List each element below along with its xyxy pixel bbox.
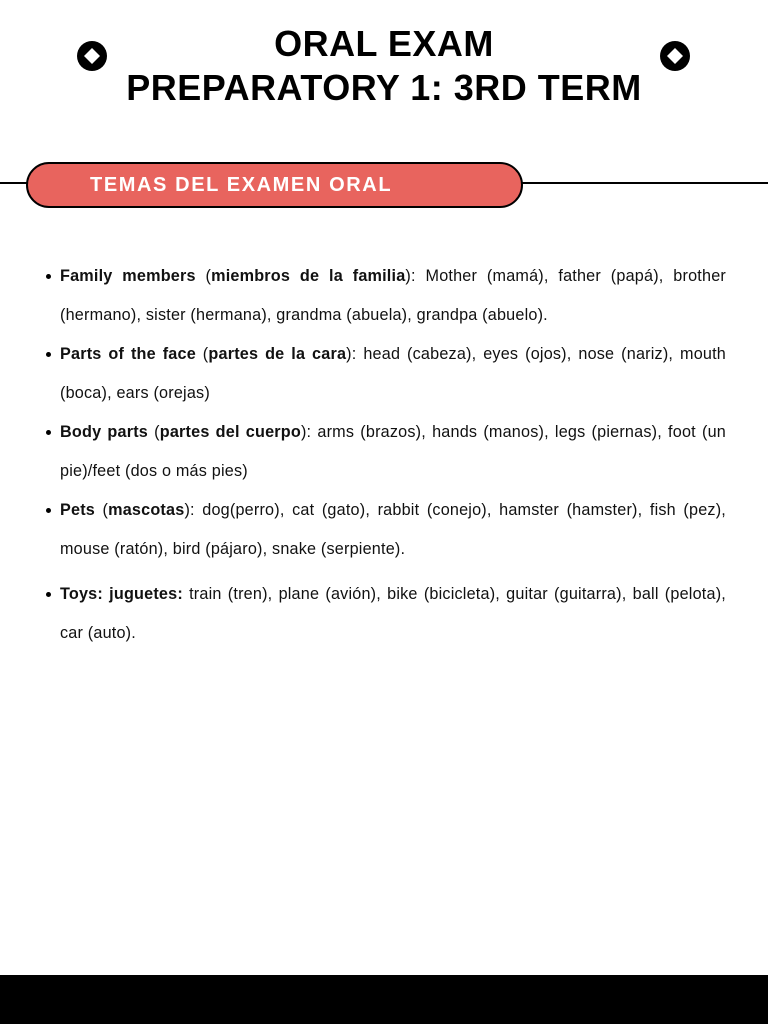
footer-bar	[0, 975, 768, 1024]
topic-term: Parts of the face	[60, 345, 196, 363]
topic-term: Body parts	[60, 423, 148, 441]
section-banner	[26, 162, 523, 208]
topic-text: ): head (cabeza), eyes (ojos), nose (nariz), mouth (boca), ears (orejas)	[60, 345, 726, 402]
topic-translation: mascotas	[108, 501, 185, 519]
list-item	[42, 335, 726, 413]
diamond-in-circle-icon	[659, 40, 691, 72]
title-line-1: ORAL EXAM	[274, 23, 494, 64]
page-title	[0, 22, 768, 110]
topic-text: train (tren), plane (avión), bike (bicicleta), guitar (guitarra), ball (pelota), car (auto).	[60, 585, 726, 642]
topic-term: Pets	[60, 501, 95, 519]
diamond-in-circle-icon	[76, 40, 108, 72]
banner-label: TEMAS DEL EXAMEN ORAL	[90, 174, 393, 196]
topic-text: (	[195, 345, 209, 363]
list-item	[42, 575, 726, 653]
topic-translation: partes de la cara	[208, 345, 347, 363]
list-item	[42, 413, 726, 491]
topic-text: ): arms (brazos), hands (manos), legs (piernas), foot (un pie)/feet (dos o más pies)	[60, 423, 726, 480]
list-item	[42, 257, 726, 335]
topic-translation: miembros de la familia	[211, 267, 406, 285]
topic-text: (	[95, 501, 109, 519]
list-item	[42, 491, 726, 569]
topic-text: (	[148, 423, 160, 441]
topic-list	[42, 257, 726, 653]
topic-text: ): Mother (mamá), father (papá), brother (hermano), sister (hermana), grandma (abuela), grandpa (abuelo).	[60, 267, 726, 324]
title-line-2: PREPARATORY 1: 3RD TERM	[126, 67, 642, 108]
topic-text: (	[195, 267, 212, 285]
topic-text: ): dog(perro), cat (gato), rabbit (conejo), hamster (hamster), fish (pez), mouse (ratón), bird (pájaro), snake (serpiente).	[60, 501, 726, 558]
topic-term: Family members	[60, 267, 196, 285]
topic-term: Toys: juguetes:	[60, 585, 183, 603]
topic-translation: partes del cuerpo	[159, 423, 301, 441]
